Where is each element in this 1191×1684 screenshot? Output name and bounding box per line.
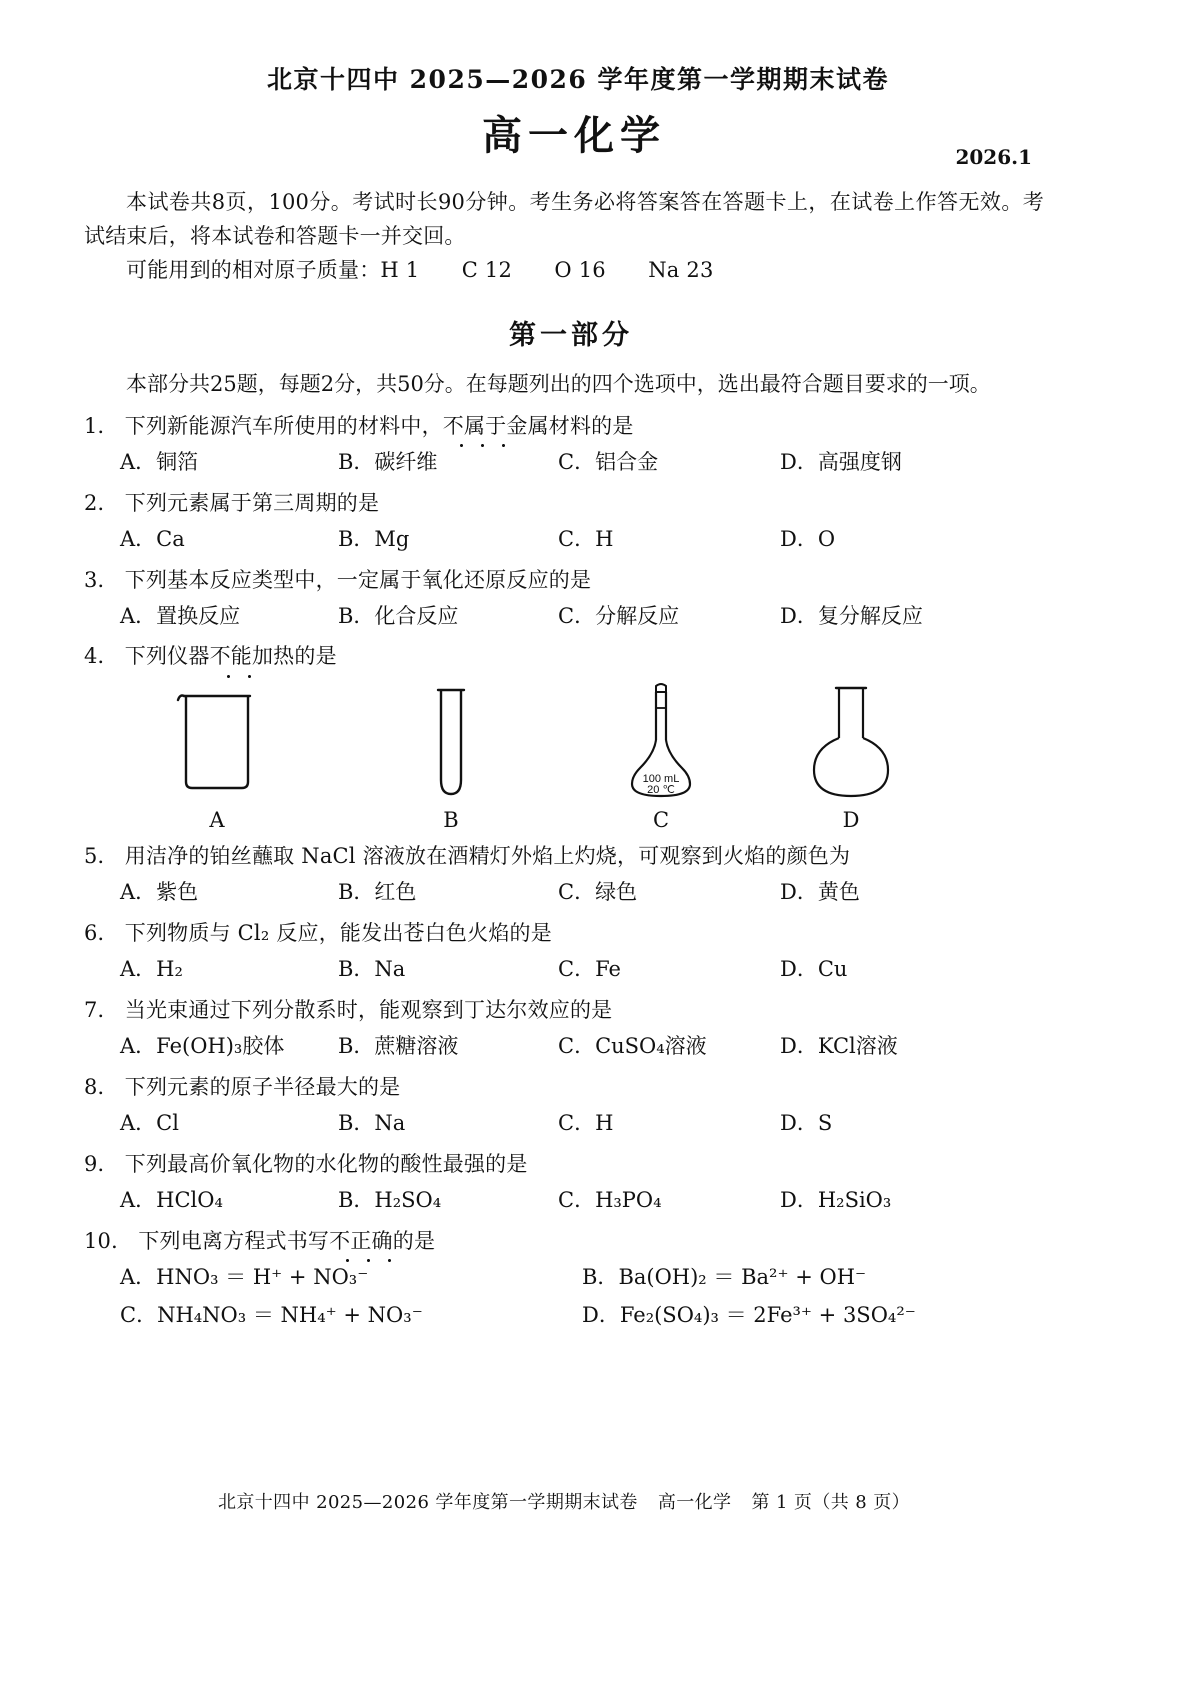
question-5-stem-pre: 用洁净的铂丝蘸取 NaCl 溶液放在酒精灯外焰上灼烧，可观察到火焰的颜色为 (124, 843, 851, 868)
question-1-option-c[interactable]: C．铝合金 (558, 450, 659, 475)
question-10-option-b-label: B． (582, 1265, 619, 1290)
question-5-option-a[interactable]: A．紫色 (120, 880, 199, 905)
question-8-option-c[interactable]: C．H (558, 1111, 614, 1136)
question-7-stem (84, 995, 1044, 1025)
question-4-stem (84, 641, 1044, 671)
question-8-options (84, 1108, 1044, 1140)
question-5-stem (84, 841, 1044, 871)
question-2-option-c[interactable]: C．H (558, 527, 614, 552)
question-1-stem (84, 411, 1044, 441)
question-5 (84, 841, 1044, 909)
question-10-emphasis: 不正确 (329, 1226, 393, 1256)
question-7-stem-pre: 当光束通过下列分散系时，能观察到丁达尔效应的是 (124, 997, 613, 1022)
question-6-number: 6． (84, 920, 119, 945)
question-4-number: 4． (84, 644, 119, 669)
question-6-stem-pre: 下列物质与 Cl₂ 反应，能发出苍白色火焰的是 (124, 920, 552, 945)
question-10-option-c[interactable] (120, 1300, 582, 1332)
question-9-options (84, 1185, 1044, 1217)
question-9-stem-pre: 下列最高价氧化物的水化物的酸性最强的是 (124, 1151, 528, 1176)
question-2-stem (84, 488, 1044, 518)
question-10-option-b-equation: Ba(OH)₂ ＝ Ba²⁺ + OH⁻ (618, 1265, 867, 1290)
question-10-option-a[interactable] (120, 1262, 582, 1294)
question-3-options (84, 601, 1044, 633)
question-6-option-b[interactable]: B．Na (338, 957, 406, 982)
test-tube-icon (396, 682, 506, 802)
question-2-option-d[interactable]: D．O (780, 527, 836, 552)
question-1-option-d[interactable]: D．高强度钢 (780, 450, 902, 475)
subject-title: 高一化学 (482, 112, 666, 159)
apparatus-d-label: D (842, 807, 860, 832)
question-1-number: 1． (84, 413, 119, 438)
question-3-stem-pre: 下列基本反应类型中，一定属于氧化还原反应的是 (124, 567, 592, 592)
page-content (84, 62, 1044, 1331)
question-6-stem (84, 918, 1044, 948)
question-10-option-b[interactable] (582, 1262, 1044, 1294)
question-7-option-b[interactable]: B．蔗糖溶液 (338, 1034, 459, 1059)
question-3-option-a[interactable]: A．置换反应 (120, 603, 241, 628)
question-2-options (84, 524, 1044, 556)
question-8-option-b[interactable]: B．Na (338, 1111, 406, 1136)
question-10-option-c-equation: NH₄NO₃ ＝ NH₄⁺ + NO₃⁻ (157, 1302, 423, 1327)
question-2-number: 2． (84, 490, 119, 515)
question-10-option-c-label: C． (120, 1302, 158, 1327)
question-10-number: 10． (84, 1228, 133, 1253)
question-2-stem-pre: 下列元素属于第三周期的是 (124, 490, 380, 515)
volumetric-flask-icon (606, 682, 716, 802)
flask-volume-label: 100 mL (642, 772, 680, 785)
question-10-option-d-equation: Fe₂(SO₄)₃ ＝ 2Fe³⁺ + 3SO₄²⁻ (619, 1302, 916, 1327)
question-3-number: 3． (84, 567, 119, 592)
subject-row (84, 113, 1044, 175)
question-9-option-a[interactable]: A．HClO₄ (120, 1188, 223, 1213)
question-3 (84, 565, 1044, 633)
question-1 (84, 411, 1044, 479)
footer-subject: 高一化学 (657, 1492, 732, 1513)
beaker-icon (162, 682, 272, 802)
exam-notice (84, 185, 1044, 287)
question-2-option-b[interactable]: B．Mg (338, 527, 410, 552)
question-3-stem (84, 565, 1044, 595)
question-3-option-c[interactable]: C．分解反应 (558, 603, 680, 628)
part-one-description: 本部分共25题，每题2分，共50分。在每题列出的四个选项中，选出最符合题目要求的一项。 (126, 372, 991, 397)
notice-line-1: 本试卷共8页，100分。考试时长90分钟。考生务必将答案答在答题卡上，在试卷上作答无效。考试结束后，将本试卷和答题卡一并交回。 (84, 190, 1044, 249)
question-5-option-c[interactable]: C．绿色 (558, 880, 638, 905)
question-7-option-c[interactable]: C．CuSO₄溶液 (558, 1034, 707, 1059)
question-10 (84, 1226, 1044, 1331)
question-8-option-a[interactable]: A．Cl (120, 1111, 179, 1136)
notice-line-2: 可能用到的相对原子质量：H 1 C 12 O 16 Na 23 (126, 258, 714, 283)
question-10-options-row-1 (84, 1262, 1044, 1294)
question-9-number: 9． (84, 1151, 119, 1176)
question-8 (84, 1072, 1044, 1140)
apparatus-b (396, 682, 506, 832)
apparatus-c (606, 682, 716, 832)
question-9-stem (84, 1149, 1044, 1179)
apparatus-a (162, 682, 272, 832)
question-6-options (84, 954, 1044, 986)
question-10-option-d-label: D． (582, 1302, 620, 1327)
question-6-option-d[interactable]: D．Cu (780, 957, 848, 982)
question-1-options (84, 447, 1044, 479)
question-10-stem (84, 1226, 1044, 1256)
question-9 (84, 1149, 1044, 1217)
question-3-option-b[interactable]: B．化合反应 (338, 603, 459, 628)
flask-temperature-label: 20 ℃ (647, 783, 675, 796)
question-7-option-d[interactable]: D．KCl溶液 (780, 1034, 898, 1059)
question-1-option-a[interactable]: A．铜箔 (120, 450, 199, 475)
question-9-option-d[interactable]: D．H₂SiO₃ (780, 1188, 892, 1213)
question-1-option-b[interactable]: B．碳纤维 (338, 450, 438, 475)
question-8-stem (84, 1072, 1044, 1102)
question-10-stem-pre: 下列电离方程式书写 (138, 1228, 330, 1253)
question-8-stem-pre: 下列元素的原子半径最大的是 (124, 1074, 401, 1099)
question-5-number: 5． (84, 843, 119, 868)
question-7-option-a[interactable]: A．Fe(OH)₃胶体 (120, 1034, 285, 1059)
question-5-options (84, 877, 1044, 909)
question-10-options-row-2 (84, 1300, 1044, 1332)
page-title: 北京十四中 2025—2026 学年度第一学期期末试卷 (266, 65, 890, 94)
question-4-apparatus-figure (84, 682, 1044, 832)
question-10-option-d[interactable] (582, 1300, 1044, 1332)
question-6 (84, 918, 1044, 986)
question-7-options (84, 1031, 1044, 1063)
question-9-option-c[interactable]: C．H₃PO₄ (558, 1188, 662, 1213)
page-footer (84, 1488, 1044, 1514)
question-4 (84, 641, 1044, 831)
question-2 (84, 488, 1044, 556)
apparatus-c-label: C (652, 807, 670, 832)
question-7-number: 7． (84, 997, 119, 1022)
question-4-emphasis: 不能 (210, 641, 252, 671)
apparatus-b-label: B (443, 807, 459, 832)
question-2-option-a[interactable]: A．Ca (120, 527, 185, 552)
part-one-heading: 第一部分 (509, 320, 633, 352)
question-10-option-a-equation: HNO₃ ＝ H⁺ + NO₃⁻ (156, 1265, 369, 1290)
apparatus-a-label: A (209, 807, 225, 832)
question-1-emphasis: 不属于 (443, 411, 507, 441)
round-bottom-flask-icon (796, 682, 906, 802)
question-1-stem-pre: 下列新能源汽车所使用的材料中， (124, 413, 443, 438)
apparatus-d (796, 682, 906, 832)
question-9-option-b[interactable]: B．H₂SO₄ (338, 1188, 442, 1213)
footer-page-number: 第 1 页（共 8 页） (751, 1492, 911, 1513)
question-5-option-b[interactable]: B．红色 (338, 880, 417, 905)
exam-date: 2026.1 (955, 145, 1032, 169)
question-8-option-d[interactable]: D．S (780, 1111, 833, 1136)
question-5-option-d[interactable]: D．黄色 (780, 880, 860, 905)
question-10-option-a-label: A． (120, 1265, 157, 1290)
question-7 (84, 995, 1044, 1063)
question-3-option-d[interactable]: D．复分解反应 (780, 603, 923, 628)
question-6-option-c[interactable]: C．Fe (558, 957, 621, 982)
question-4-stem-pre: 下列仪器 (124, 644, 210, 669)
question-4-stem-post: 加热的是 (251, 644, 337, 669)
footer-school-line: 北京十四中 2025—2026 学年度第一学期期末试卷 (217, 1492, 638, 1513)
question-1-stem-post: 金属材料的是 (506, 413, 634, 438)
question-6-option-a[interactable]: A．H₂ (120, 957, 183, 982)
question-8-number: 8． (84, 1074, 119, 1099)
question-10-stem-post: 的是 (392, 1228, 436, 1253)
